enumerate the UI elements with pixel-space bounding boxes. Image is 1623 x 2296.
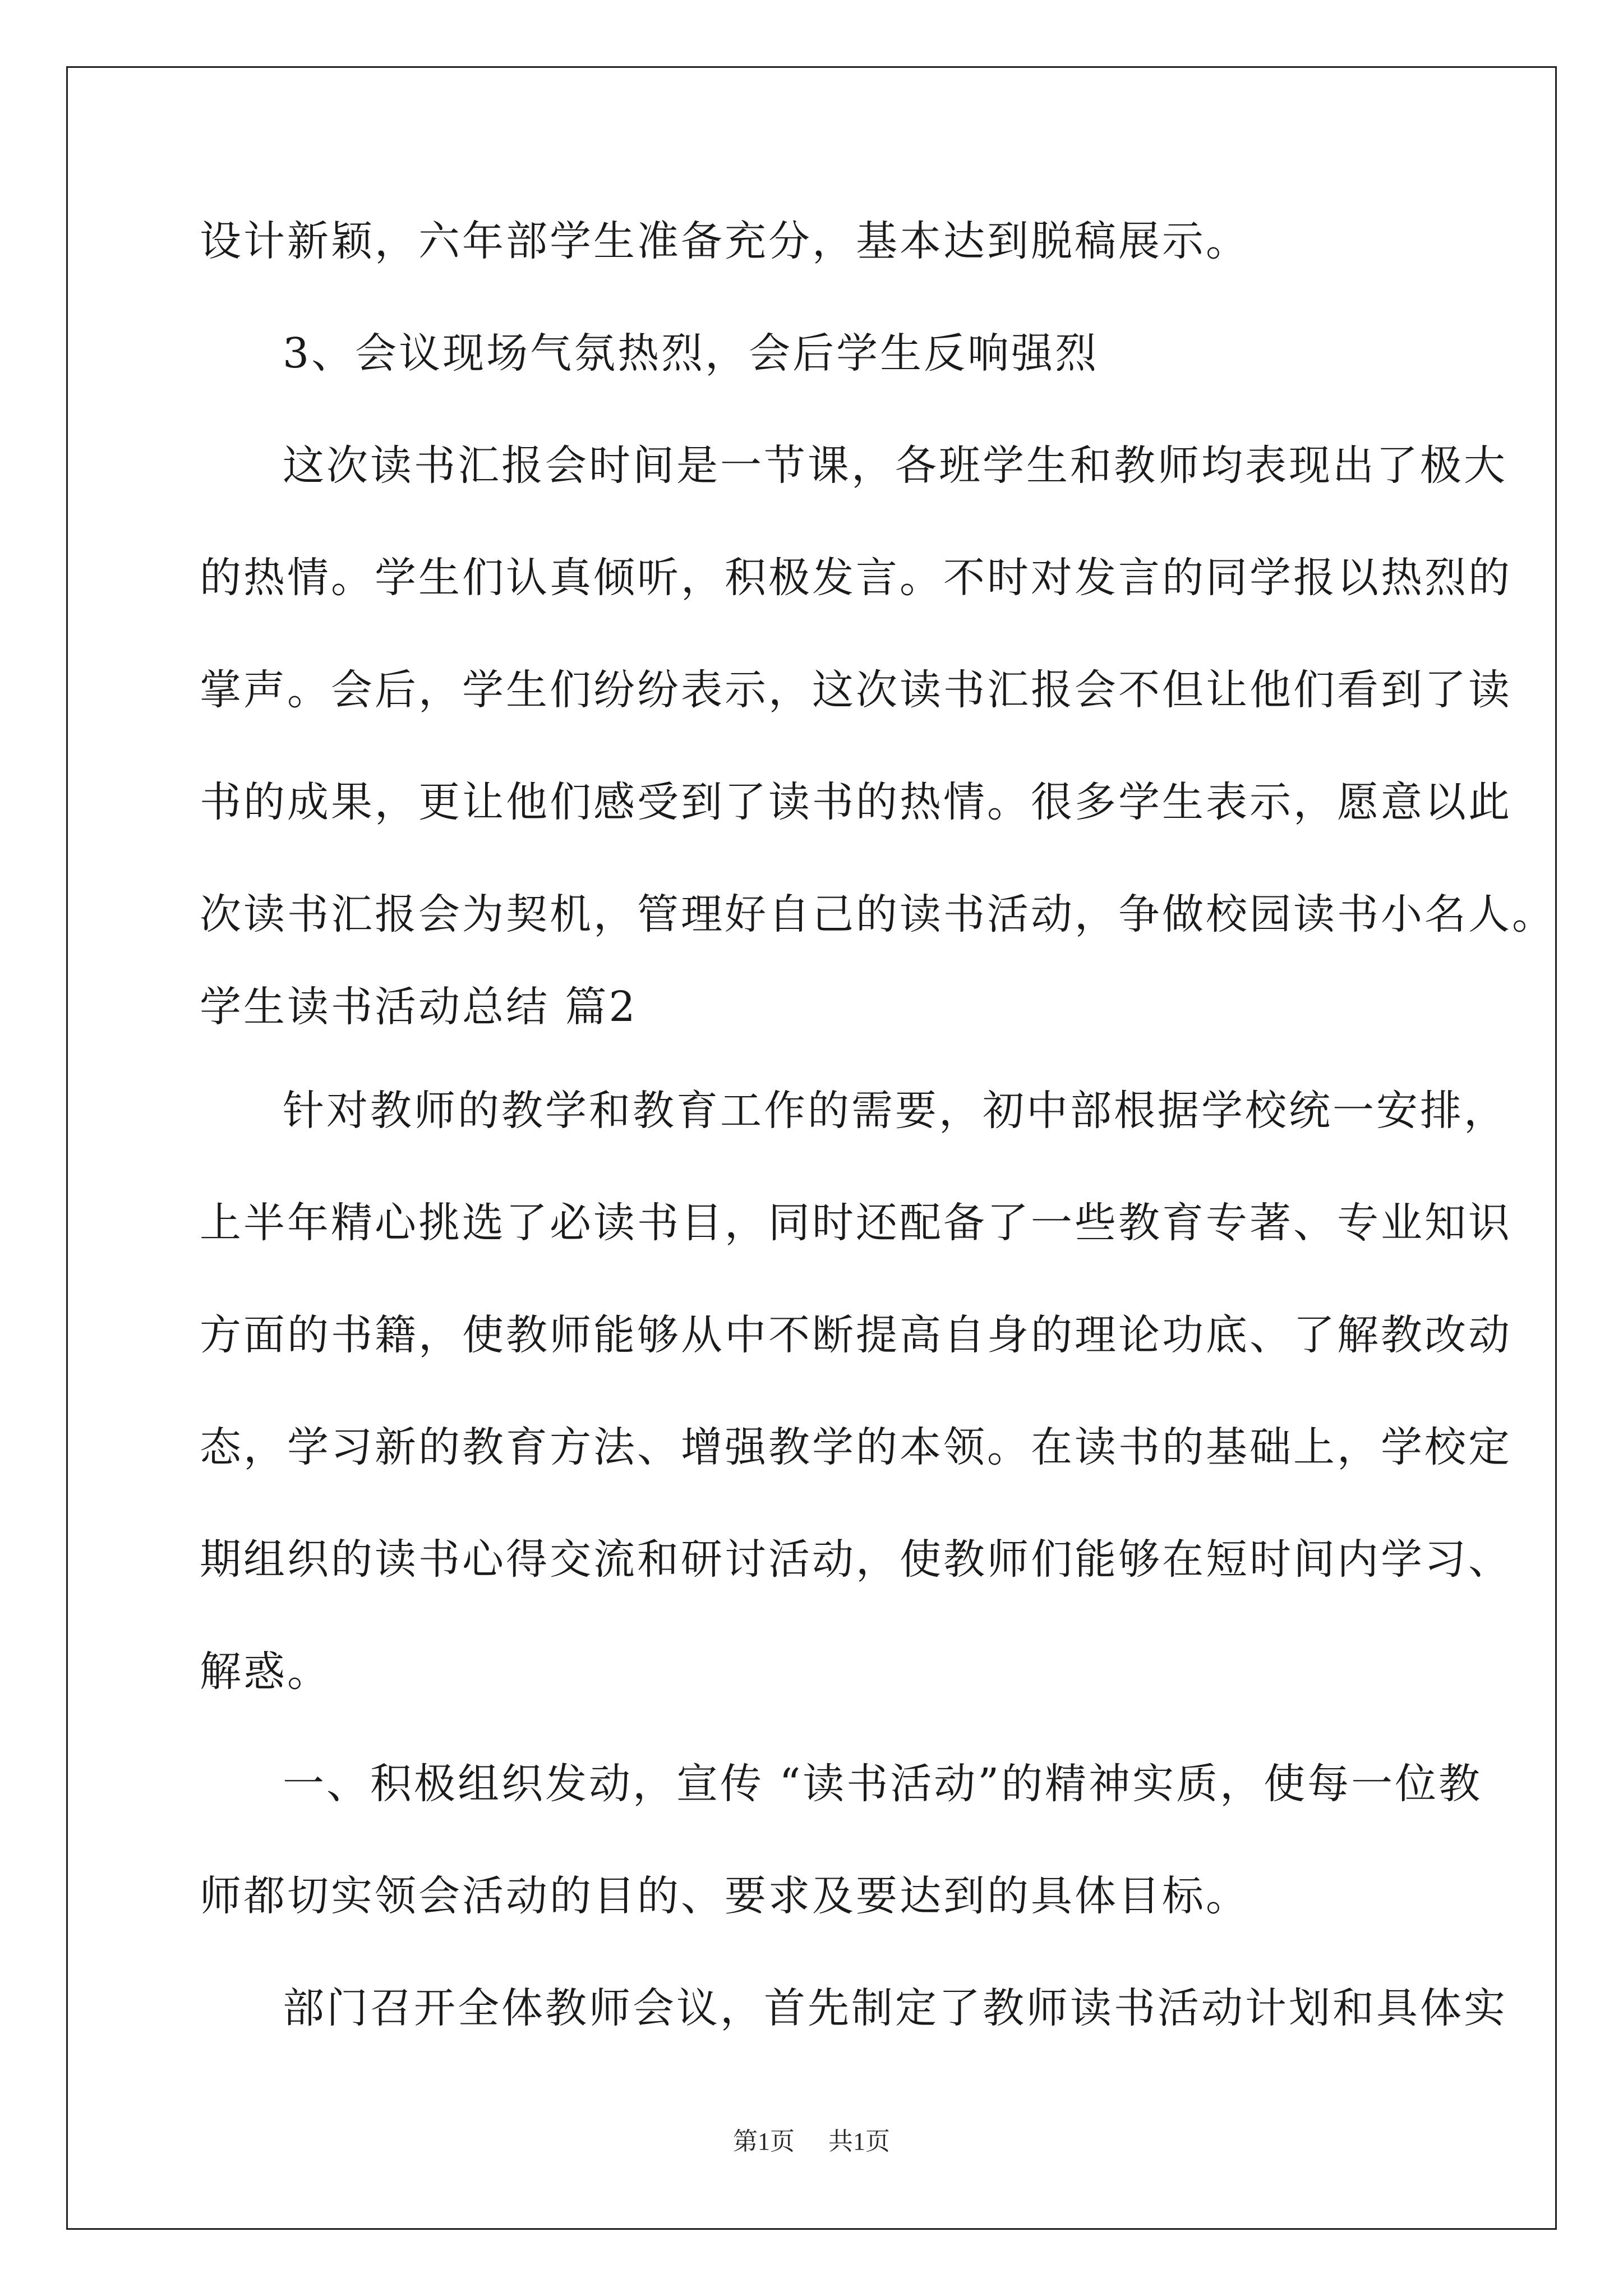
paragraph-line: 掌声。会后，学生们纷纷表示，这次读书汇报会不但让他们看到了读 bbox=[200, 666, 1512, 714]
section-heading: 3、会议现场气氛热烈，会后学生反响强烈 bbox=[283, 329, 1099, 378]
paragraph-line: 一、积极组织发动，宣传 “读书活动”的精神实质，使每一位教 bbox=[283, 1760, 1483, 1808]
paragraph-line: 期组织的读书心得交流和研讨活动，使教师们能够在短时间内学习、 bbox=[200, 1535, 1512, 1584]
paragraph-line: 方面的书籍，使教师能够从中不断提高自身的理论功底、了解教改动 bbox=[200, 1311, 1512, 1359]
paragraph-line: 设计新颖，六年部学生准备充分，基本达到脱稿展示。 bbox=[200, 217, 1249, 265]
article-title: 学生读书活动总结 篇2 bbox=[200, 983, 638, 1031]
paragraph-line: 的热情。学生们认真倾听，积极发言。不时对发言的同学报以热烈的 bbox=[200, 554, 1512, 602]
paragraph-line: 这次读书汇报会时间是一节课，各班学生和教师均表现出了极大 bbox=[283, 441, 1507, 490]
paragraph-line: 解惑。 bbox=[200, 1648, 331, 1696]
paragraph-line: 针对教师的教学和教育工作的需要，初中部根据学校统一安排， bbox=[283, 1087, 1507, 1135]
page-number: 第1页 bbox=[733, 2128, 795, 2155]
paragraph-line: 上半年精心挑选了必读书目，同时还配备了一些教育专著、专业知识 bbox=[200, 1199, 1512, 1247]
paragraph-line: 师都切实领会活动的目的、要求及要达到的具体目标。 bbox=[200, 1872, 1249, 1920]
paragraph-line: 次读书汇报会为契机，管理好自己的读书活动，争做校园读书小名人。 bbox=[200, 890, 1556, 938]
paragraph-line: 态，学习新的教育方法、增强教学的本领。在读书的基础上，学校定 bbox=[200, 1423, 1512, 1471]
paragraph-line: 部门召开全体教师会议，首先制定了教师读书活动计划和具体实 bbox=[283, 1984, 1507, 2032]
page-total: 共1页 bbox=[828, 2128, 890, 2155]
page-footer bbox=[0, 2125, 1623, 2159]
paragraph-line: 书的成果，更让他们感受到了读书的热情。很多学生表示，愿意以此 bbox=[200, 778, 1512, 826]
